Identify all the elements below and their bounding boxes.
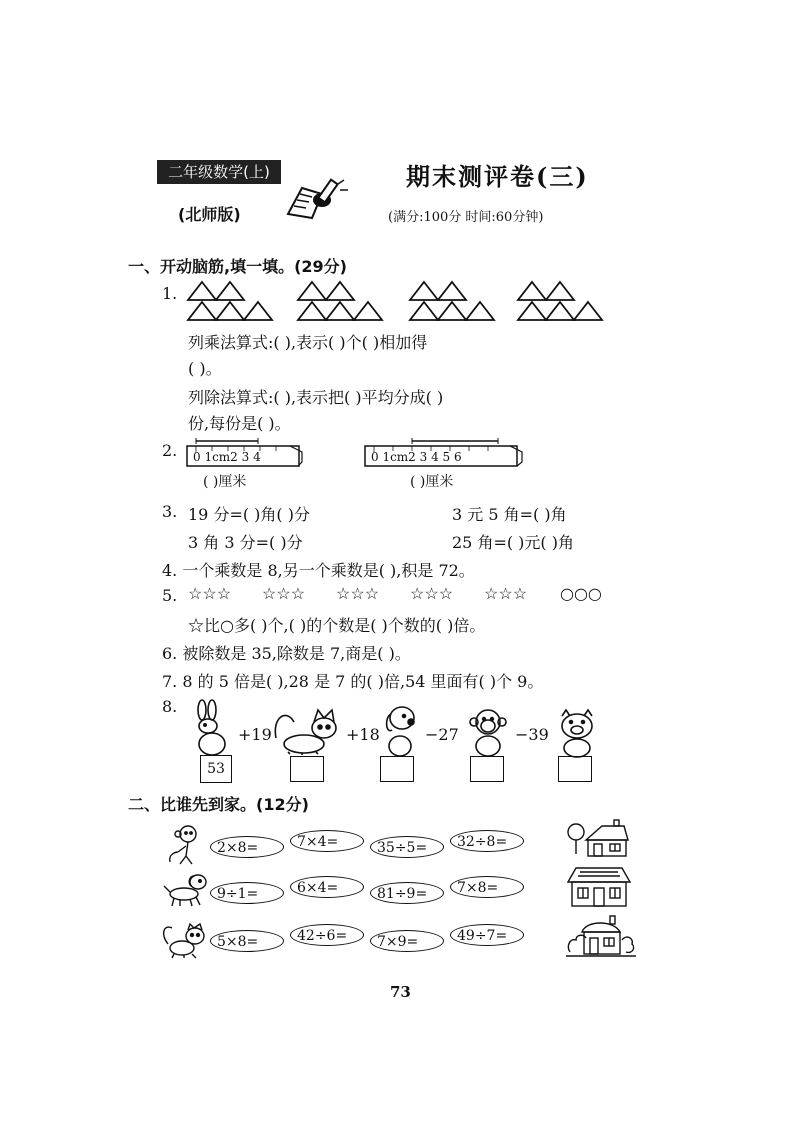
q5-text: ☆比○多( )个,( )的个数是( )个数的( )倍。 <box>188 616 486 635</box>
circle-group: ○○○ <box>560 584 602 603</box>
triangle-group-2 <box>298 282 382 320</box>
ruler2-answer: ( )厘米 <box>410 474 454 490</box>
ruler2-ticks: 0 1cm2 3 4 5 6 <box>371 450 462 464</box>
triangle-group-3 <box>410 282 494 320</box>
q1-line2: ( )。 <box>188 359 222 378</box>
eq-r2-c1: 9÷1= <box>210 882 284 904</box>
triangle-group-1 <box>188 282 272 320</box>
q1-number: 1. <box>162 284 178 303</box>
eq-r1-c2: 7×4= <box>290 830 364 852</box>
section1-title: 一、开动脑筋,填一填。(29分) <box>128 257 347 276</box>
q3-d: 25 角=( )元( )角 <box>452 533 574 552</box>
monkey-small-icon <box>166 824 206 866</box>
answer-box-2[interactable] <box>380 756 414 782</box>
star-group-3: ☆☆☆ <box>336 584 380 603</box>
eq-r2-c2: 6×4= <box>290 876 364 898</box>
dog-small-icon <box>164 872 210 908</box>
triangle-group-4 <box>518 282 602 320</box>
cat-icon <box>272 708 344 756</box>
cat-small-icon <box>160 922 210 960</box>
edition-label: (北师版) <box>178 205 241 224</box>
q4-text: 4. 一个乘数是 8,另一个乘数是( ),积是 72。 <box>162 561 475 580</box>
answer-box-3[interactable] <box>470 756 504 782</box>
q3-b: 3 元 5 角=( )角 <box>452 505 567 524</box>
q3-c: 3 角 3 分=( )分 <box>188 533 303 552</box>
page-title: 期末测评卷(三) <box>406 162 589 191</box>
eq-r2-c3: 81÷9= <box>370 882 444 904</box>
q8-number: 8. <box>162 697 178 716</box>
ruler1-answer: ( )厘米 <box>203 474 247 490</box>
triangle-groups <box>186 280 606 322</box>
section2-title: 二、比谁先到家。(12分) <box>128 795 309 814</box>
star-group-5: ☆☆☆ <box>484 584 528 603</box>
house-2-icon <box>566 864 632 910</box>
eq-r3-c1: 5×8= <box>210 930 284 952</box>
eq-r3-c2: 42÷6= <box>290 924 364 946</box>
q1-line1: 列乘法算式:( ),表示( )个( )相加得 <box>188 333 428 352</box>
ruler1-ticks: 0 1cm2 3 4 <box>193 450 261 464</box>
q1-line4: 份,每份是( )。 <box>188 414 291 433</box>
book-pencil-icon <box>284 178 352 220</box>
star-group-1: ☆☆☆ <box>188 584 232 603</box>
rabbit-icon <box>190 700 236 756</box>
eq-r3-c3: 7×9= <box>370 930 444 952</box>
op-4: −39 <box>515 725 549 744</box>
q5-number: 5. <box>162 586 178 605</box>
grade-badge: 二年级数学(上) <box>157 160 281 184</box>
q3-number: 3. <box>162 502 178 521</box>
op-2: +18 <box>346 725 380 744</box>
house-3-icon <box>566 912 636 960</box>
exam-meta: (满分:100分 时间:60分钟) <box>388 210 544 225</box>
q3-a: 19 分=( )角( )分 <box>188 505 310 524</box>
star-group-2: ☆☆☆ <box>262 584 306 603</box>
q7-text: 7. 8 的 5 倍是( ),28 是 7 的( )倍,54 里面有( )个 9。 <box>162 672 544 691</box>
answer-box-1[interactable] <box>290 756 324 782</box>
start-value-box: 53 <box>200 755 232 783</box>
answer-box-4[interactable] <box>558 756 592 782</box>
q2-number: 2. <box>162 441 178 460</box>
pig-icon <box>554 708 600 758</box>
page-number: 73 <box>390 983 411 1001</box>
eq-r2-c4: 7×8= <box>450 876 524 898</box>
op-1: +19 <box>238 725 272 744</box>
q1-line3: 列除法算式:( ),表示把( )平均分成( ) <box>188 388 444 407</box>
dog-icon <box>378 704 424 758</box>
eq-r1-c1: 2×8= <box>210 836 284 858</box>
eq-r1-c4: 32÷8= <box>450 830 524 852</box>
star-group-4: ☆☆☆ <box>410 584 454 603</box>
eq-r1-c3: 35÷5= <box>370 836 444 858</box>
monkey-icon <box>466 706 512 758</box>
eq-r3-c4: 49÷7= <box>450 924 524 946</box>
q6-text: 6. 被除数是 35,除数是 7,商是( )。 <box>162 644 411 663</box>
op-3: −27 <box>425 725 459 744</box>
house-1-icon <box>566 818 632 860</box>
